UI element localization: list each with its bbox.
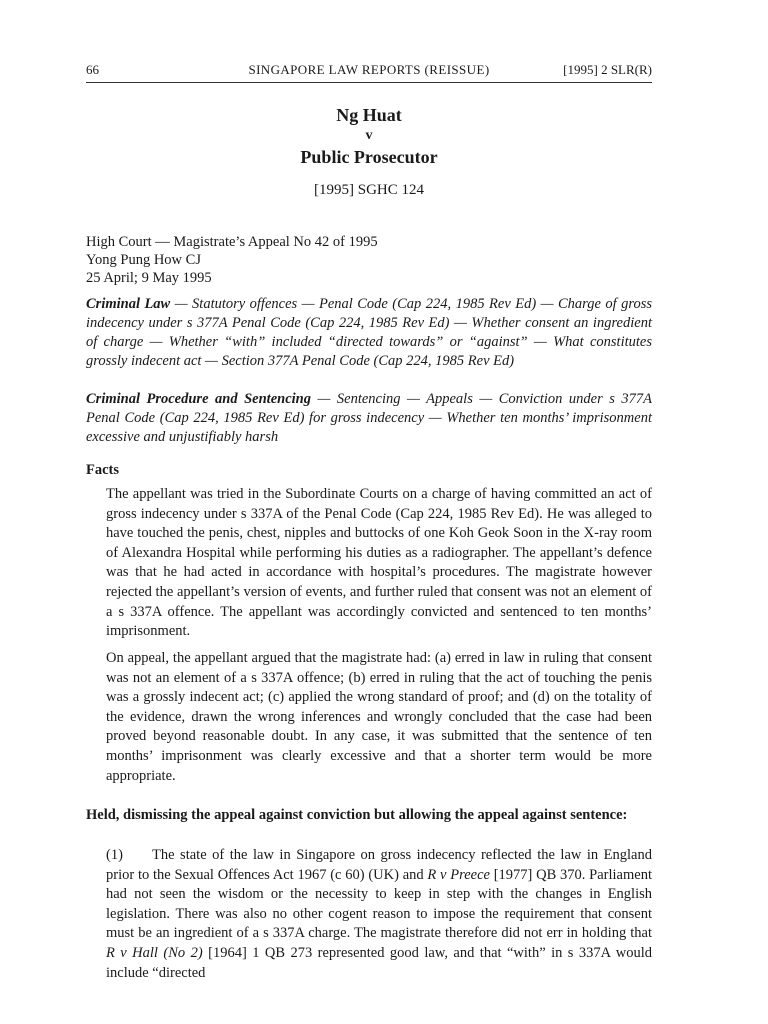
case-name-italic: R v Hall (No 2) — [106, 944, 203, 961]
judge-line: Yong Pung How CJ — [86, 252, 201, 268]
facts-paragraph-1: The appellant was tried in the Subordinate Courts on a charge of having committed an act of gross indecency under s 337A of the Penal Code (Cap 224, 1985 Rev Ed). He was alleged to have touched the penis, chest, nipples and buttocks of one Koh Geok Soon in the X-ray room of Alexandra Hospital while performing his duties as a radiographer. The appellant’s defence was that he had acted in accordance with hospital’s procedures. The magistrate however rejected the appellant’s version of events, and further ruled that consent was not an element of a s 337A offence. The appellant was accordingly convicted and sentenced to ten months’ imprisonment. — [106, 486, 652, 640]
catchwords-criminal-procedure — [86, 390, 652, 447]
facts-heading: Facts — [86, 462, 120, 478]
paragraph-number: (1) — [106, 847, 123, 863]
catchword-head: Criminal Law — [86, 296, 171, 312]
dates-line: 25 April; 9 May 1995 — [86, 270, 212, 286]
appellant-name: Ng Huat — [336, 105, 402, 125]
facts-paragraph-2: On appeal, the appellant argued that the magistrate had: (a) erred in law in ruling that consent was not an element of a s 337A offence; (b) erred in ruling that the act of touching the penis was a grossly indecent act; (c) applied the wrong standard of proof; and (d) on the totality of the evidence, drawn the wrong inferences and wrongly concluded that the case had been proved beyond reasonable doubt. In any case, it was submitted that the sentence of ten months’ imprisonment was clearly excessive and that a shorter term would be more appropriate. — [106, 650, 652, 784]
running-head — [86, 60, 652, 83]
catchwords-criminal-law — [86, 295, 652, 371]
case-name-italic: R v Preece — [427, 866, 490, 883]
case-title — [86, 103, 652, 169]
held-paragraph-1 — [106, 846, 652, 983]
page-number: 66 — [86, 62, 99, 77]
catchword-text: — Sentencing — Appeals — Conviction under s 377A Penal Code (Cap 224, 1985 Rev Ed) for gross indecency — Whether ten months’ imprisonment excessive and unjustifiably harsh — [86, 391, 652, 445]
held-text: The state of the law in Singapore on gross indecency reflected the law in England prior to the Sexual Offences Act 1967 (c 60) (UK) and — [106, 847, 652, 883]
held-text: [1977] QB 370. Parliament had not seen the wisdom or the necessity to keep in step with the changes in English legislation. There was also no other cogent reason to impose the requirement that consent must be an ingredient of a s 337A charge. The magistrate therefore did not err in holding that — [106, 866, 652, 942]
catchword-head: Criminal Procedure and Sentencing — [86, 391, 311, 407]
held-text: [1964] 1 QB 273 represented good law, and that “with” in s 337A would include “directed — [106, 944, 652, 981]
case-meta — [86, 233, 652, 287]
versus: v — [365, 128, 373, 143]
respondent-name: Public Prosecutor — [300, 147, 438, 167]
neutral-citation: [1995] SGHC 124 — [313, 182, 424, 198]
held-heading: Held, dismissing the appeal against conviction but allowing the appeal against sentence: — [86, 807, 628, 823]
report-citation: [1995] 2 SLR(R) — [563, 62, 652, 77]
report-series-title: SINGAPORE LAW REPORTS (REISSUE) — [248, 62, 490, 77]
court-line: High Court — Magistrate’s Appeal No 42 of 1995 — [86, 234, 378, 250]
catchword-text: — Statutory offences — Penal Code (Cap 224, 1985 Rev Ed) — Charge of gross indecency under s 377A Penal Code (Cap 224, 1985 Rev Ed) — Whether consent an ingredient of charge — Whether “with” included “directed towards” or “against” — What constitutes grossly indecent act — Section 377A Penal Code (Cap 224, 1985 Rev Ed) — [86, 296, 652, 369]
